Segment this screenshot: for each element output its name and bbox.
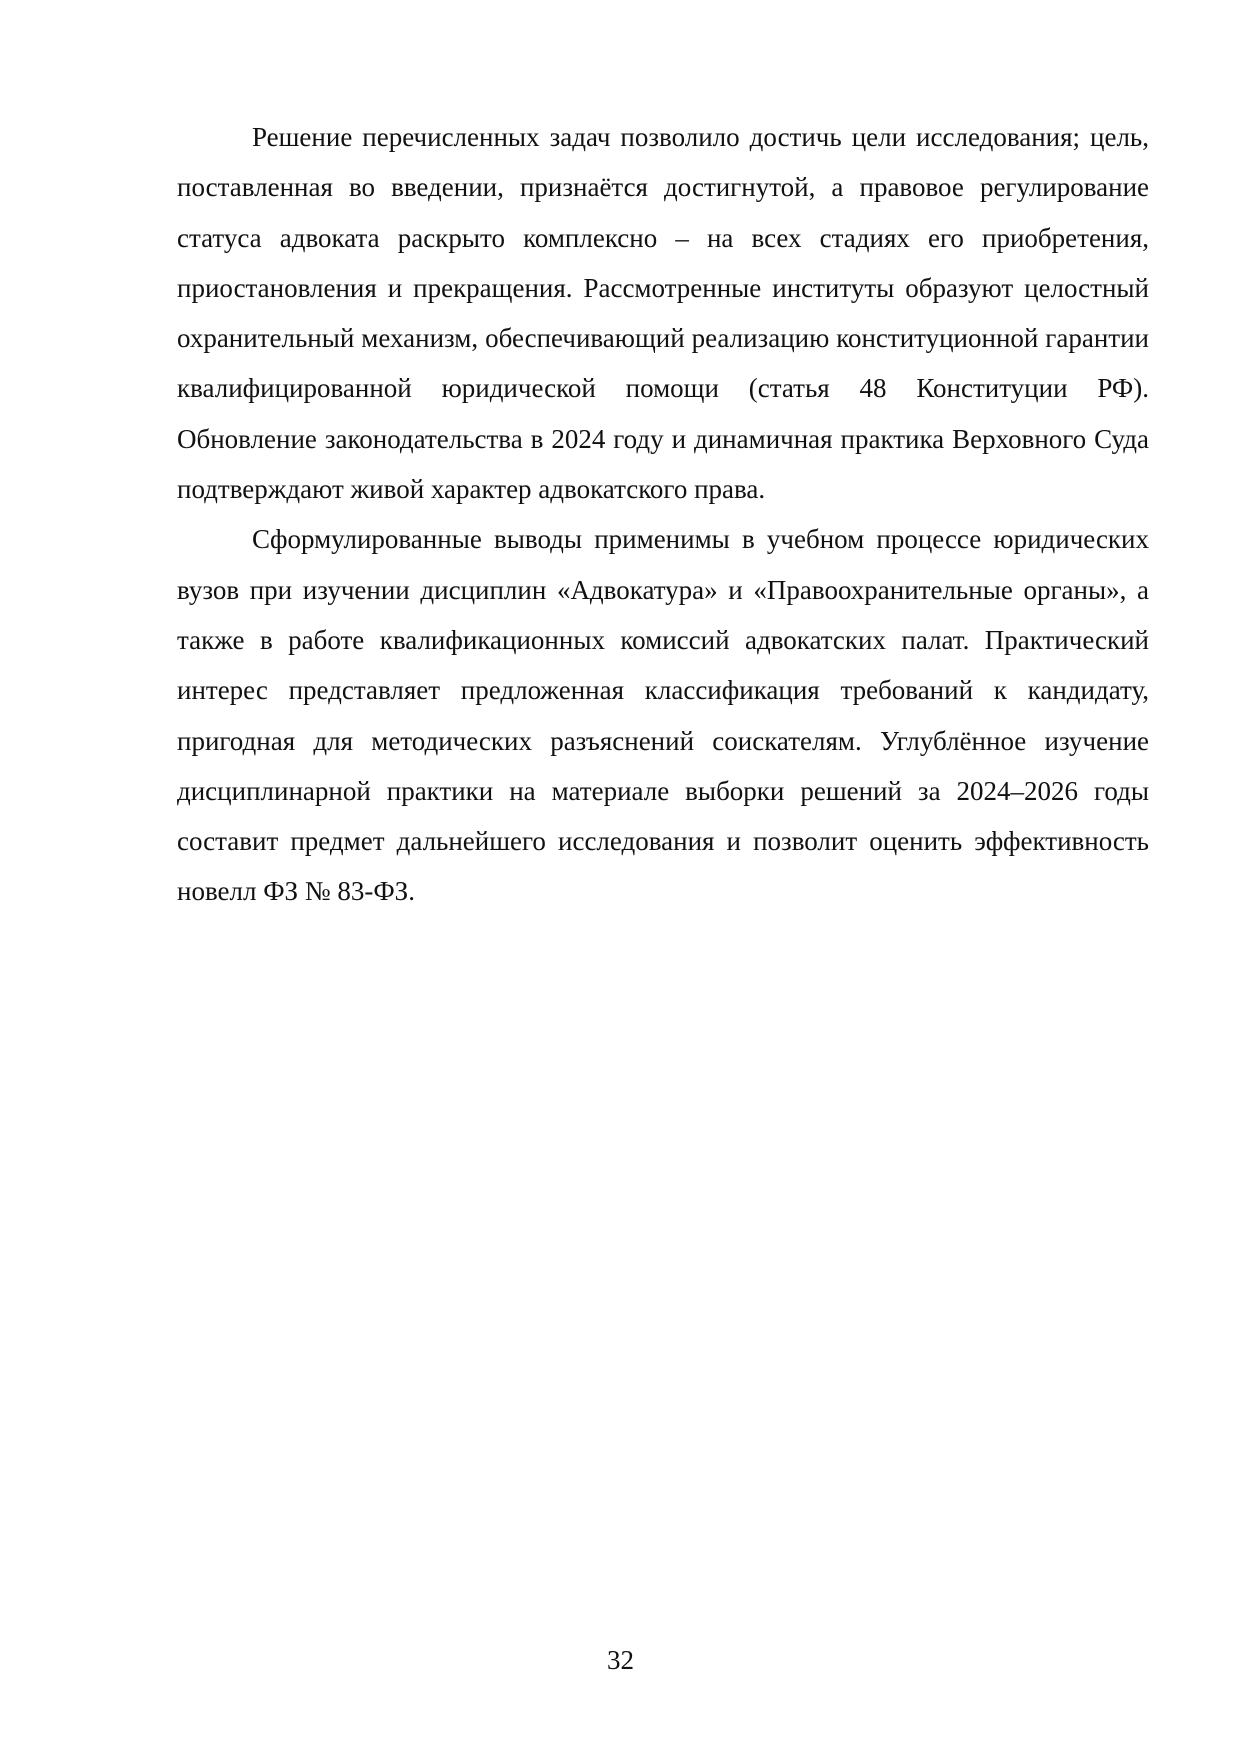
paragraph-conclusion-goal: Решение перечисленных задач позволило достичь цели исследования; цель, поставленная во введении, признаётся достигнутой, а правовое регулирование статуса адвоката раскрыто комплексно – на всех стадиях его приобретения, приостановления и прекращения. Рассмотренные институты образуют целостный охранительный механизм, обеспечивающий реализацию конституционной гарантии квалифицированной юридической помощи (статья 48 Конституции РФ). Обновление законодательства в 2024 году и динамичная практика Верховного Суда подтверждают живой характер адвокатского права. — [177, 122, 1149, 505]
paragraph-conclusion-application: Сформулированные выводы применимы в учебном процессе юридических вузов при изучении дисциплин «Адвокатура» и «Правоохранительные органы», а также в работе квалификационных комиссий адвокатских палат. Практический интерес представляет предложенная классификация требований к кандидату, пригодная для методических разъяснений соискателям. Углублённое изучение дисциплинарной практики на материале выборки решений за 2024–2026 годы составит предмет дальнейшего исследования и позволит оценить эффективность новелл ФЗ № 83-ФЗ. — [177, 524, 1149, 907]
document-body — [177, 112, 1149, 917]
page-number: 32 — [607, 1645, 634, 1675]
